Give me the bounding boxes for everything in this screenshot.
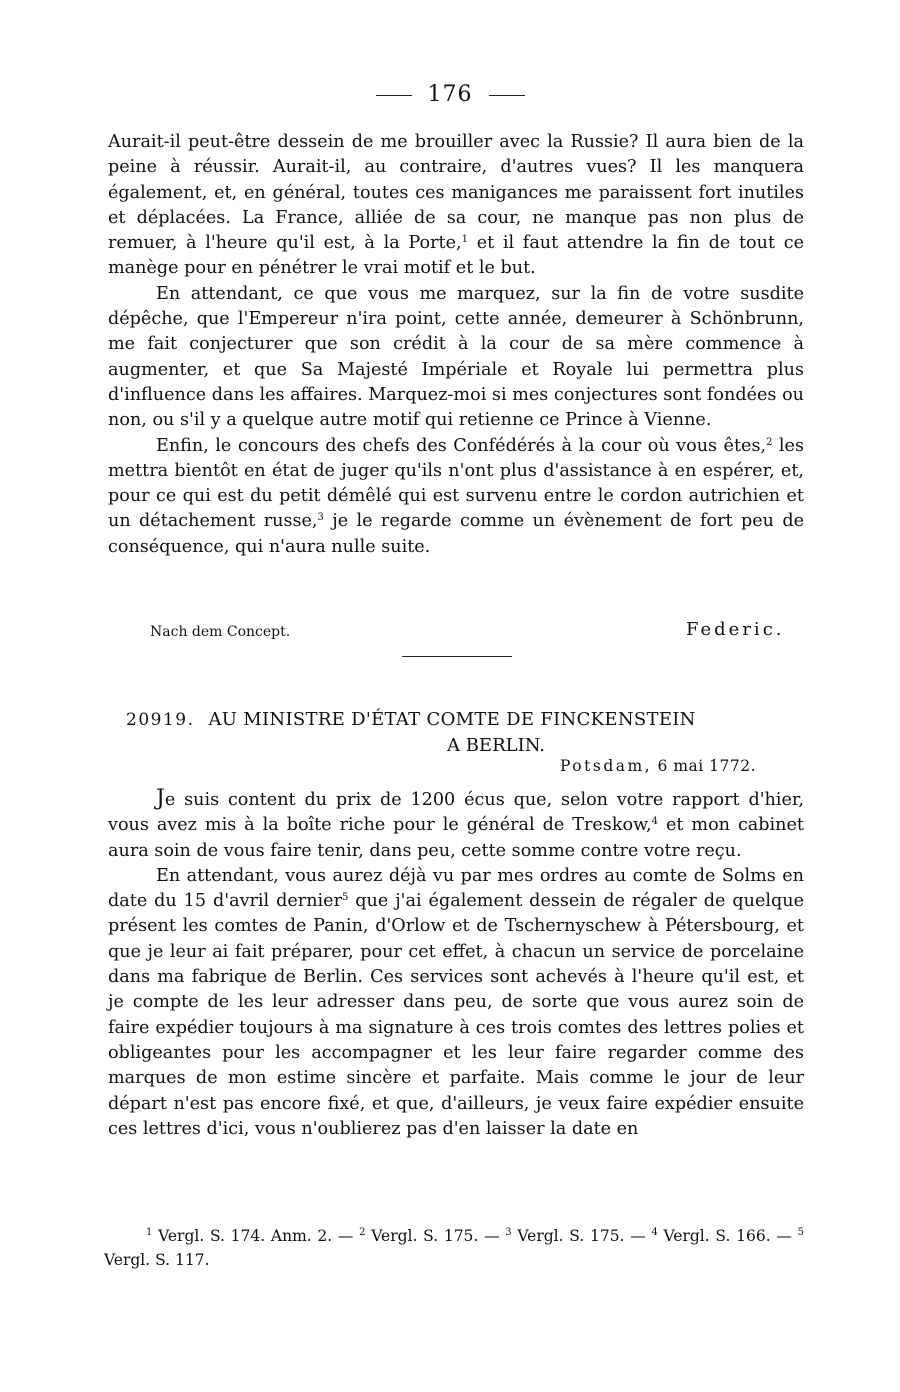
paragraph: Je suis content du prix de 1200 écus que, selon votre rapport d'hier, vous avez mis à la boîte riche pour le général de Treskow,$^4$ et mon cabinet aura soin de vous faire tenir, dans peu, cette somme contre votre reçu. (108, 786, 804, 861)
footnotes (104, 1224, 804, 1272)
date-place: Potsdam, (560, 757, 653, 775)
footnote-ref: 2 (766, 436, 773, 448)
letter-title: AU MINISTRE D'ÉTAT COMTE DE FINCKENSTEIN (208, 709, 696, 730)
dateline (560, 757, 756, 775)
footnote-ref: 3 (317, 512, 324, 524)
section-divider (402, 656, 512, 657)
paragraph: Enfin, le concours des chefs des Confédérés à la cour où vous êtes,$^2$ les mettra bientôt en état de juger qu'ils n'ont plus d'assistance à en espérer, et, pour ce qui est du petit démêlé qui est survenu entre le cordon autrichien et un détachement russe,$^3$ je le regarde comme un évènement de fort peu de conséquence, qui n'aura nulle suite. (108, 435, 804, 557)
page-number-value: 176 (427, 82, 473, 107)
footnote-ref: 4 (651, 816, 659, 828)
footnote-line: $^1$ Vergl. S. 174. Anm. 2. — $^2$ Vergl. S. 175. — $^3$ Vergl. S. 175. — $^4$ Vergl. S. 166. — $^5$ Vergl. S. 117. (104, 1227, 804, 1269)
paragraph: Aurait-il peut-être dessein de me brouiller avec la Russie? Il aura bien de la peine à réussir. Aurait-il, au contraire, d'autres vues? Il les manquera également, et, en général, toutes ces manigances me paraissent fort inutiles et déplacées. La France, alliée de sa cour, ne manque pas non plus de remuer, à l'heure qu'il est, à la Porte,$^1$ et il faut attendre la fin de tout ce manège pour en pénétrer le vrai motif et le but. (108, 132, 804, 279)
paragraph: En attendant, ce que vous me marquez, sur la fin de votre susdite dépêche, que l'Empereur n'ira point, cette année, demeurer à Schönbrunn, me fait conjecturer que son crédit à la cour de sa mère commence à augmenter, et que Sa Majesté Impériale et Royale lui permettra plus d'influence dans les affaires. Marquez-moi si mes conjectures sont fondées ou non, ou s'il y a quelque autre motif qui retienne ce Prince à Vienne. (108, 283, 804, 431)
source-note: Nach dem Concept. (150, 624, 291, 640)
page-number-rule-left (376, 95, 412, 96)
page-number (0, 82, 900, 107)
paragraph: En attendant, vous aurez déjà vu par mes ordres au comte de Solms en date du 15 d'avril dernier$^5$ que j'ai également dessein de régaler de quelque présent les comtes de Panin, d'Orlow et de Tschernyschew à Pétersbourg, et que je leur ai fait préparer, pour cet effet, à chacun un service de porcelaine dans ma fabrique de Berlin. Ces services sont achevés à l'heure qu'il est, et je compte de les leur adresser dans peu, de sorte que vous aurez soin de faire expédier toujours à ma signature à ces trois comtes des lettres polies et obligeantes pour les accompagner et les leur faire regarder comme des marques de mon estime sincère et parfaite. Mais comme le jour de leur départ n'est pas encore fixé, et que, d'ailleurs, je veux faire expédier ensuite ces lettres d'ici, vous n'oublierez pas d'en laisser la date en (108, 865, 805, 1139)
footnote-marker: 4 (651, 1227, 658, 1238)
footnote-marker: 3 (505, 1227, 512, 1238)
footnote-ref: 5 (341, 892, 349, 904)
letter-continuation (108, 130, 804, 560)
letter-body (108, 786, 804, 1142)
page-number-rule-right (489, 95, 525, 96)
footnote-marker: 2 (359, 1227, 366, 1238)
signature: Federic. (686, 619, 785, 640)
letter-heading (126, 707, 806, 758)
footnote-marker: 1 (146, 1227, 153, 1238)
letter-title-line2: A BERLIN. (446, 735, 546, 756)
date: 6 mai 1772. (657, 757, 757, 775)
footnote-marker: 5 (797, 1227, 804, 1238)
drop-cap: J (156, 786, 165, 811)
footnote-ref: 1 (461, 234, 468, 246)
letter-number: 20919. (126, 710, 195, 730)
